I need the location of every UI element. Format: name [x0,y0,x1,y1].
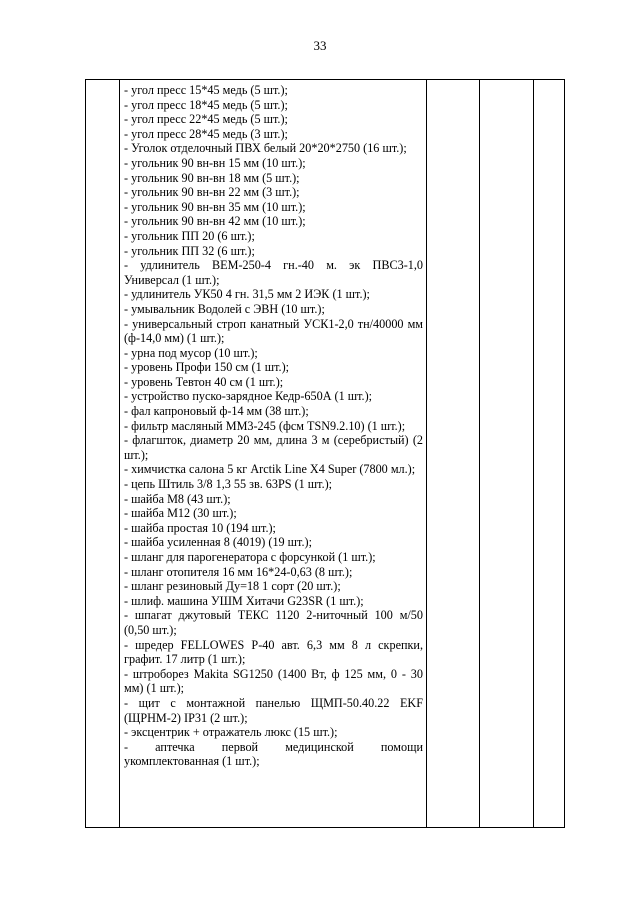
list-item: - угольник 90 вн-вн 42 мм (10 шт.); [124,214,306,229]
list-item: - фал капроновый ф-14 мм (38 шт.); [124,404,309,419]
list-item: - шланг отопителя 16 мм 16*24-0,63 (8 шт.); [124,564,353,579]
list-item: - шайба простая 10 (194 шт.); [124,520,276,535]
column-divider [533,80,534,827]
list-item: - угольник 90 вн-вн 15 мм (10 шт.); [124,155,306,170]
column-divider [426,80,427,827]
list-item: - шайба усиленная 8 (4019) (19 шт.); [124,535,312,550]
list-item: - шланг для парогенератора с форсункой (1 шт.); [124,550,376,564]
list-item: - шлиф. машина УШМ Хитачи G23SR (1 шт.); [124,593,364,608]
list-item: - урна под мусор (10 шт.); [124,345,258,360]
list-item: - уровень Тевтон 40 см (1 шт.); [124,374,284,389]
page-number: 33 [313,38,327,53]
list-item: - цепь Штиль 3/8 1,3 55 зв. 63PS (1 шт.); [124,477,333,492]
list-item: - флагшток, диаметр 20 мм, длина 3 м (серебристый) (2 шт.); [124,433,423,462]
list-item: - штроборез Makita SG1250 (1400 Вт, ф 125 мм, 0 - 30 мм) (1 шт.); [124,666,423,696]
list-item: - Уголок отделочный ПВХ белый 20*20*2750 (16 шт.); [124,141,407,156]
list-item: - удлинитель УК50 4 гн. 31,5 мм 2 ИЭК (1 шт.); [124,287,370,302]
list-item: - устройство пуско-зарядное Кедр-650А (1 шт.); [124,389,373,404]
list-item: - угольник 90 вн-вн 22 мм (3 шт.); [124,185,300,200]
items-table [85,79,565,828]
list-item: - угол пресс 18*45 медь (5 шт.); [124,97,288,112]
item-list [124,83,423,769]
column-divider [479,80,480,827]
list-item: - угольник ПП 32 (6 шт.); [124,243,255,258]
list-item: - угол пресс 22*45 медь (5 шт.); [124,112,288,127]
column-divider [119,80,120,827]
list-item: - щит с монтажной панелью ЩМП-50.40.22 EKF (ЩРНМ-2) IP31 (2 шт.); [124,695,423,725]
list-item: - универсальный строп канатный УСК1-2,0 тн/40000 мм (ф-14,0 мм) (1 шт.); [124,316,423,346]
list-item: - угол пресс 15*45 медь (5 шт.); [124,83,288,97]
list-item: - удлинитель ВЕМ-250-4 гн.-40 м. эк ПВС3-1,0 Универсал (1 шт.); [124,258,423,287]
list-item: - шайба М8 (43 шт.); [124,491,231,506]
list-item: - умывальник Водолей с ЭВН (10 шт.); [124,301,325,316]
list-item: - шредер FELLOWES P-40 авт. 6,3 мм 8 л скрепки, графит. 17 литр (1 шт.); [124,637,423,667]
list-item: - угол пресс 28*45 медь (3 шт.); [124,126,288,141]
list-item: - шпагат джутовый ТЕКС 1120 2-ниточный 100 м/50 (0,50 шт.); [124,608,423,637]
list-item: - аптечка первой медицинской помощи укомплектованная (1 шт.); [124,739,423,769]
list-item: - эксцентрик + отражатель люкс (15 шт.); [124,725,338,740]
list-item: - угольник 90 вн-вн 35 мм (10 шт.); [124,199,306,214]
list-item: - угольник ПП 20 (6 шт.); [124,228,255,243]
list-item: - химчистка салона 5 кг Arctik Line X4 Super (7800 мл.); [124,462,416,477]
list-item: - угольник 90 вн-вн 18 мм (5 шт.); [124,170,300,185]
list-item: - уровень Профи 150 см (1 шт.); [124,360,290,375]
list-item: - шайба М12 (30 шт.); [124,506,237,521]
list-item: - фильтр масляный ММ3-245 (фсм TSN9.2.10) (1 шт.); [124,418,406,433]
list-item: - шланг резиновый Ду=18 1 сорт (20 шт.); [124,579,341,594]
